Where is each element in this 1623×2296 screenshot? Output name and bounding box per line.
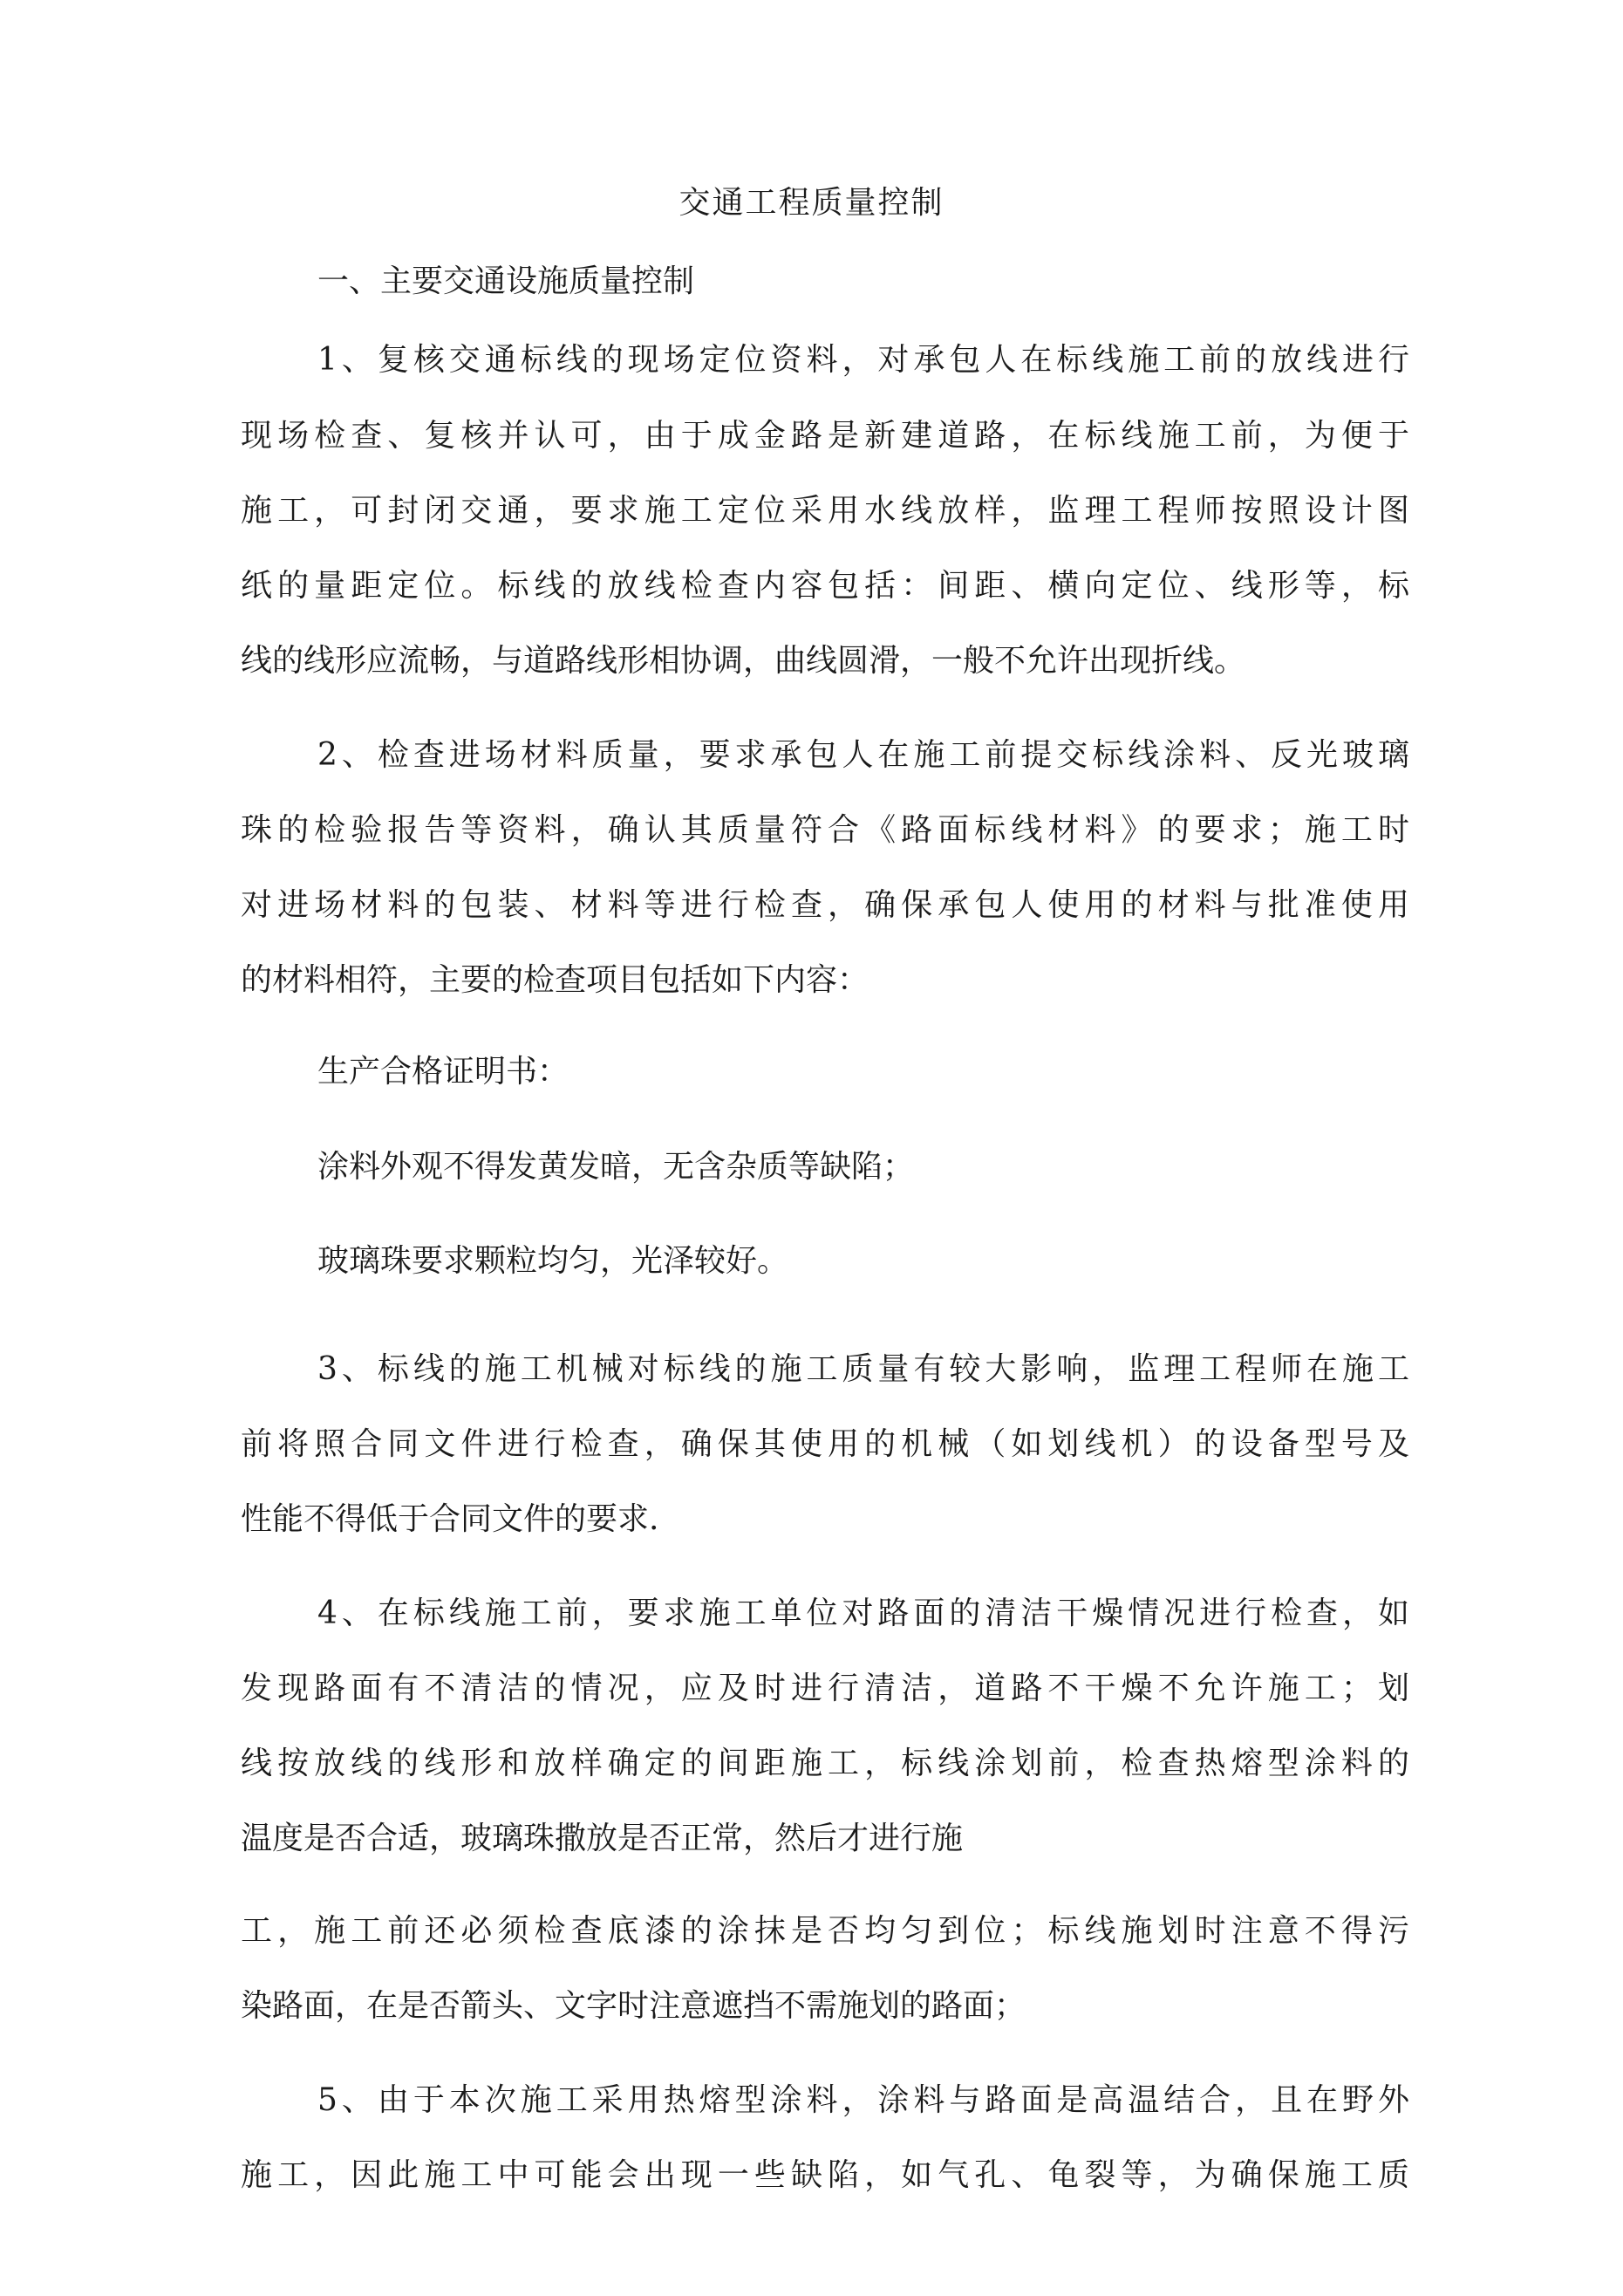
section-heading: 一、主要交通设施质量控制 [317,263,695,299]
paragraph-2-line-3: 对进场材料的包装、材料等进行检查，确保承包人使用的材料与批准使用 [241,887,1409,923]
paragraph-1-line-4: 纸的量距定位。标线的放线检查内容包括：间距、横向定位、线形等，标 [241,568,1409,604]
paragraph-1-line-5: 线的线形应流畅，与道路线形相协调，曲线圆滑，一般不允许出现折线。 [241,643,1246,679]
paragraph-4b-line-1: 工，施工前还必须检查底漆的涂抹是否均匀到位；标线施划时注意不得污 [241,1913,1409,1949]
paragraph-4b-line-2: 染路面，在是否箭头、文字时注意遮挡不需施划的路面； [241,1988,1026,2024]
paragraph-4-line-4: 温度是否合适，玻璃珠撒放是否正常，然后才进行施 [241,1821,964,1856]
paragraph-1-line-2: 现场检查、复核并认可，由于成金路是新建道路，在标线施工前，为便于 [241,418,1409,454]
paragraph-3-line-2: 前将照合同文件进行检查，确保其使用的机械（如划线机）的设备型号及 [241,1426,1409,1462]
check-item-2: 涂料外观不得发黄发暗，无含杂质等缺陷； [317,1149,915,1185]
paragraph-1-line-1: 1、复核交通标线的现场定位资料，对承包人在标线施工前的放线进行 [317,342,1409,378]
check-item-1: 生产合格证明书： [317,1054,569,1090]
paragraph-1-line-3: 施工，可封闭交通，要求施工定位采用水线放样，监理工程师按照设计图 [241,493,1409,529]
paragraph-2-line-2: 珠的检验报告等资料，确认其质量符合《路面标线材料》的要求；施工时 [241,812,1409,848]
paragraph-3-line-1: 3、标线的施工机械对标线的施工质量有较大影响，监理工程师在施工 [317,1351,1409,1387]
paragraph-4-line-2: 发现路面有不清洁的情况，应及时进行清洁，道路不干燥不允许施工；划 [241,1671,1409,1706]
paragraph-5-line-1: 5、由于本次施工采用热熔型涂料，涂料与路面是高温结合，且在野外 [317,2082,1409,2118]
document-title: 交通工程质量控制 [679,185,944,221]
paragraph-3-line-3: 性能不得低于合同文件的要求. [241,1501,659,1537]
paragraph-4-line-1: 4、在标线施工前，要求施工单位对路面的清洁干燥情况进行检查，如 [317,1596,1409,1631]
check-item-3: 玻璃珠要求颗粒均匀，光泽较好。 [317,1243,789,1279]
paragraph-4-line-3: 线按放线的线形和放样确定的间距施工，标线涂划前，检查热熔型涂料的 [241,1746,1409,1781]
paragraph-5-line-2: 施工，因此施工中可能会出现一些缺陷，如气孔、龟裂等，为确保施工质 [241,2157,1409,2193]
paragraph-2-line-4: 的材料相符，主要的检查项目包括如下内容： [241,962,869,998]
paragraph-2-line-1: 2、检查进场材料质量，要求承包人在施工前提交标线涂料、反光玻璃 [317,737,1409,773]
